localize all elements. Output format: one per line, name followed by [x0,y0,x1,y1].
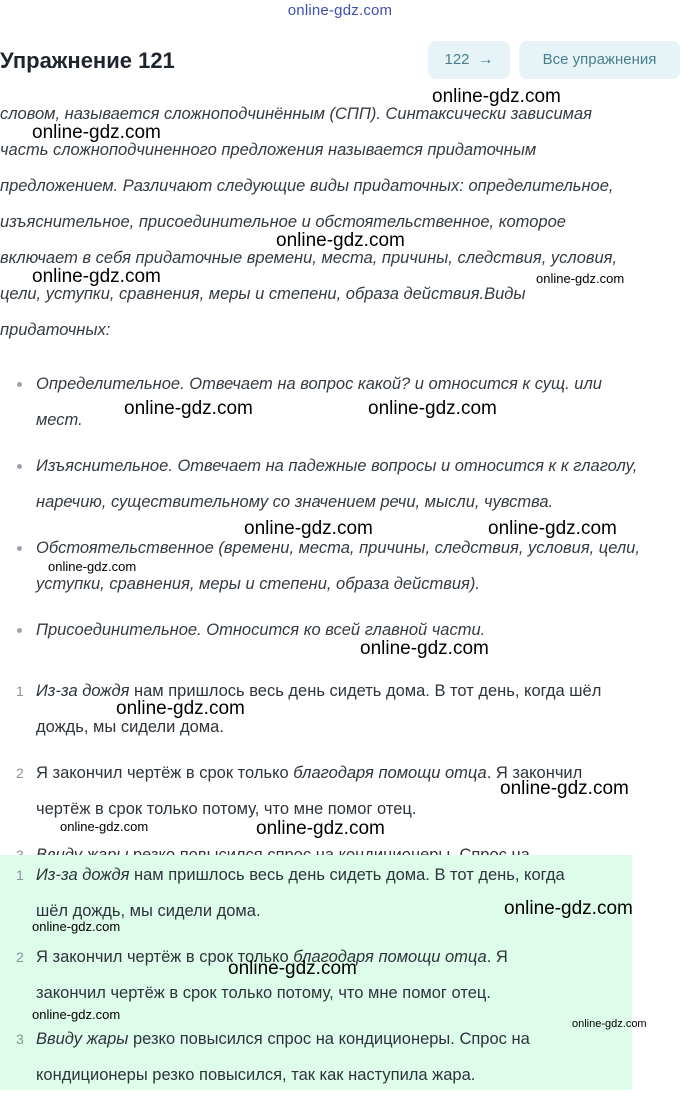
watermark-text: online-gdz.com [32,919,121,934]
watermark-text: online-gdz.com [228,958,357,979]
list-item-line: Обстоятельственное (времени, места, причины, следствия, условия, цели, [36,539,640,557]
watermark-text: online-gdz.com [48,559,137,574]
answer-emphasis: благодаря помощи отца [293,764,487,782]
answer-text: дождь, мы сидели дома. [36,718,224,736]
bullet-icon [17,628,22,633]
list-item [0,366,680,438]
watermark-text: online-gdz.com [116,698,245,719]
list-item-line: мест. [36,411,83,429]
answer-text: чертёж в срок только потому, что мне помог отец. [36,800,417,818]
list-item [0,612,680,648]
theory-line: часть сложноподчиненного предложения называется придаточным [0,141,537,159]
watermark-text: online-gdz.com [432,86,561,107]
watermark-text: online-gdz.com [276,230,405,251]
watermark-text: online-gdz.com [256,818,385,839]
answer-text: нам пришлось весь день сидеть дома. В тот день, когда шёл [129,682,602,700]
watermark-text: online-gdz.com [572,1018,647,1030]
watermark-text: online-gdz.com [244,518,373,539]
watermark-text: online-gdz.com [536,271,625,286]
list-item [0,448,680,520]
answer-text: резко повысился спрос на кондиционеры. Спрос на [128,1030,530,1048]
arrow-right-icon: → [477,51,494,68]
theory-line: изъяснительное, присоединительное и обстоятельственное, которое [0,213,566,231]
answer-text: Я закончил чертёж в срок только [36,948,294,966]
theory-line: включает в себя придаточные времени, места, причины, следствия, условия, [0,249,618,267]
list-item-line: Определительное. Отвечает на вопрос какой? и относится к сущ. или [36,375,602,393]
watermark-text: online-gdz.com [368,398,497,419]
page-title: Упражнение 121 [0,48,175,73]
list-item-line: Изъяснительное. Отвечает на падежные вопросы и относится к к глаголу, [36,457,638,475]
answer-text: шёл дождь, мы сидели дома. [36,902,261,920]
watermark-text: online-gdz.com [60,819,149,834]
clause-types-list [0,366,680,658]
watermark-text: online-gdz.com [360,638,489,659]
theory-line: цели, уступки, сравнения, меры и степени, образа действия.Виды [0,285,526,303]
exercise-header [0,40,680,82]
answer-item [0,673,680,745]
site-watermark-top[interactable]: online-gdz.com [287,2,393,19]
next-exercise-button[interactable] [428,41,510,79]
theory-line: словом, называется сложноподчинённым (СПП). Синтаксически зависимая [0,105,592,123]
answer-emphasis: Из-за дождя [36,866,130,884]
list-item-line: наречию, существительному со значением речи, мысли, чувства. [36,493,554,511]
answer-text: кондиционеры резко повысился, так как наступила жара. [36,1066,476,1084]
all-exercises-button[interactable]: Все упражнения [519,41,680,79]
answer-text: . Я [486,948,508,966]
answer-emphasis: Из-за дождя [36,682,130,700]
answer-text: . Я закончил [486,764,583,782]
watermark-text: online-gdz.com [32,1007,121,1022]
watermark-text: online-gdz.com [32,266,161,287]
theory-line: придаточных: [0,321,111,339]
next-exercise-label: 122 [444,51,470,68]
answer-item [0,1021,632,1093]
bullet-icon [17,546,22,551]
answer-number: 1 [16,867,24,883]
watermark-text: online-gdz.com [32,122,161,143]
watermark-text: online-gdz.com [504,898,633,919]
answer-emphasis: благодаря помощи отца [293,948,487,966]
answer-text: Я закончил чертёж в срок только [36,764,294,782]
answer-number: 2 [16,765,24,781]
list-item-line: Присоединительное. Относится ко всей главной части. [36,621,486,639]
answer-number: 2 [16,949,24,965]
answer-text: нам пришлось весь день сидеть дома. В тот день, когда [129,866,565,884]
watermark-text: online-gdz.com [124,398,253,419]
answer-number: 3 [16,1031,24,1047]
theory-line: предложением. Различают следующие виды придаточных: определительное, [0,177,614,195]
watermark-text: online-gdz.com [488,518,617,539]
answer-emphasis: Ввиду жары [36,1030,129,1048]
list-item-line: уступки, сравнения, меры и степени, образа действия). [36,575,480,593]
watermark-text: online-gdz.com [500,778,629,799]
answer-number: 1 [16,683,24,699]
answer-text: закончил чертёж в срок только потому, что мне помог отец. [36,984,491,1002]
bullet-icon [17,382,22,387]
bullet-icon [17,464,22,469]
